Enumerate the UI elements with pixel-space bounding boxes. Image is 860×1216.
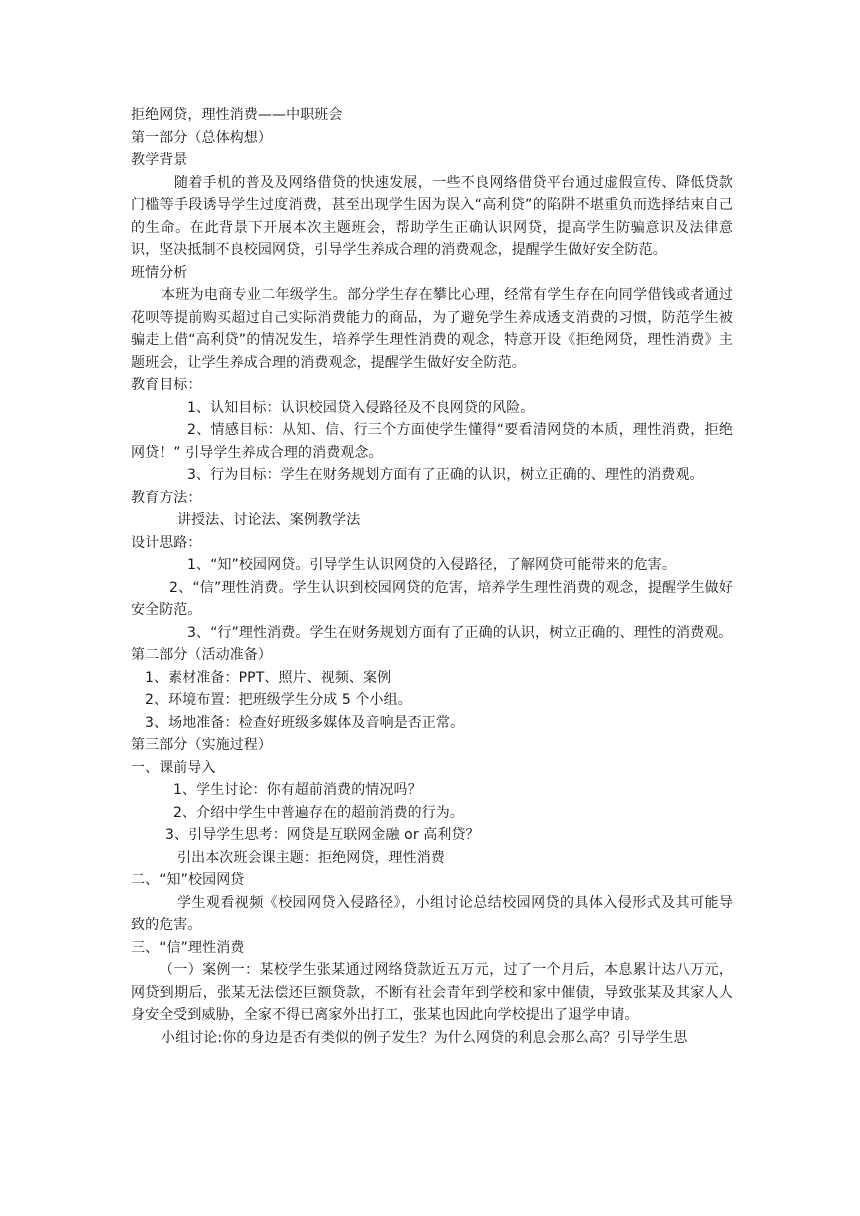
background-paragraph: 随着手机的普及及网络借贷的快速发展，一些不良网络借贷平台通过虚假宣传、降低贷款门槛等手段诱导学生过度消费，甚至出现学生因为误入“高利贷”的陷阱不堪重负而选择结束自己的生命。在此背景下开展本次主题班会，帮助学生正确认识网贷，提高学生防骗意识及法律意识，坚决抵制不良校园网贷，引导学生养成合理的消费观念，提醒学生做好安全防范。 xyxy=(131,174,733,258)
methods-text: 讲授法、讨论法、案例教学法 xyxy=(177,512,361,528)
class-analysis-heading: 班情分析 xyxy=(131,264,188,281)
document-title: 拒绝网贷，理性消费——中职班会 xyxy=(131,107,343,123)
section3-heading: 三、“信”理性消费 xyxy=(131,939,245,956)
methods-heading: 教育方法： xyxy=(131,489,202,506)
section1-heading: 一、课前导入 xyxy=(131,759,216,776)
discussion-paragraph: 小组讨论:你的身边是否有类似的例子发生？为什么网贷的利息会那么高？引导学生思 xyxy=(161,1029,688,1046)
part3-heading: 第三部分（实施过程） xyxy=(131,737,272,753)
section2-paragraph: 学生观看视频《校园网贷入侵路径》，小组讨论总结校园网贷的具体入侵形式及其可能导致的危害。 xyxy=(131,894,733,933)
class-analysis-paragraph: 本班为电商专业二年级学生。部分学生存在攀比心理，经常有学生存在向同学借钱或者通过花呗等提前购买超过自己实际消费能力的商品，为了避免学生养成透支消费的习惯，防范学生被骗走上借“高利贷”的情况发生，培养学生理性消费的观念，特意开设《拒绝网贷，理性消费》主题班会，让学生养成合理的消费观念，提醒学生做好安全防范。 xyxy=(131,287,733,371)
goals-heading: 教育目标： xyxy=(131,377,202,393)
part1-heading: 第一部分（总体构想） xyxy=(131,129,272,146)
case1-paragraph: （一）案例一：某校学生张某通过网络贷款近五万元，过了一个月后，本息累计达八万元，网贷到期后，张某无法偿还巨额贷款，不断有社会青年到学校和家中催债，导致张某及其家人人身安全受到威胁，全家不得已离家外出打工，张某也因此向学校提出了退学申请。 xyxy=(131,962,733,1023)
goal-behavioral: 3、行为目标：学生在财务规划方面有了正确的认识，树立正确的、理性的消费观。 xyxy=(187,467,704,483)
intro-item-3: 3、引导学生思考：网贷是互联网金融 or 高利贷？ xyxy=(165,827,480,843)
design-item-3: 3、“行”理性消费。学生在财务规划方面有了正确的认识，树立正确的、理性的消费观。 xyxy=(187,624,733,641)
goal-cognitive: 1、认知目标：认识校园贷入侵路径及不良网贷的风险。 xyxy=(187,399,535,416)
prep-item-3: 3、场地准备：检查好班级多媒体及音响是否正常。 xyxy=(145,714,465,731)
goal-emotional: 2、情感目标：从知、信、行三个方面使学生懂得“要看清网贷的本质，理性消费，拒绝网贷！” 引导学生养成合理的消费观念。 xyxy=(131,422,733,461)
intro-item-2: 2、介绍中学生中普遍存在的超前消费的行为。 xyxy=(173,804,465,821)
prep-item-1: 1、素材准备：PPT、照片、视频、案例 xyxy=(145,669,392,686)
intro-item-1: 1、学生讨论：你有超前消费的情况吗？ xyxy=(173,782,422,798)
design-heading: 设计思路： xyxy=(131,534,202,551)
part2-heading: 第二部分（活动准备） xyxy=(131,647,272,663)
design-item-2: 2、“信”理性消费。学生认识到校园网贷的危害，培养学生理性消费的观念，提醒学生做好安全防范。 xyxy=(131,579,733,618)
document-body xyxy=(131,104,733,1049)
design-item-1: 1、“知”校园网贷。引导学生认识网贷的入侵路径，了解网贷可能带来的危害。 xyxy=(187,557,677,573)
prep-item-2: 2、环境布置：把班级学生分成 5 个小组。 xyxy=(145,692,412,708)
section2-heading: 二、“知”校园网贷 xyxy=(131,872,245,888)
background-heading: 教学背景 xyxy=(131,152,188,168)
intro-topic: 引出本次班会课主题：拒绝网贷，理性消费 xyxy=(177,849,445,866)
